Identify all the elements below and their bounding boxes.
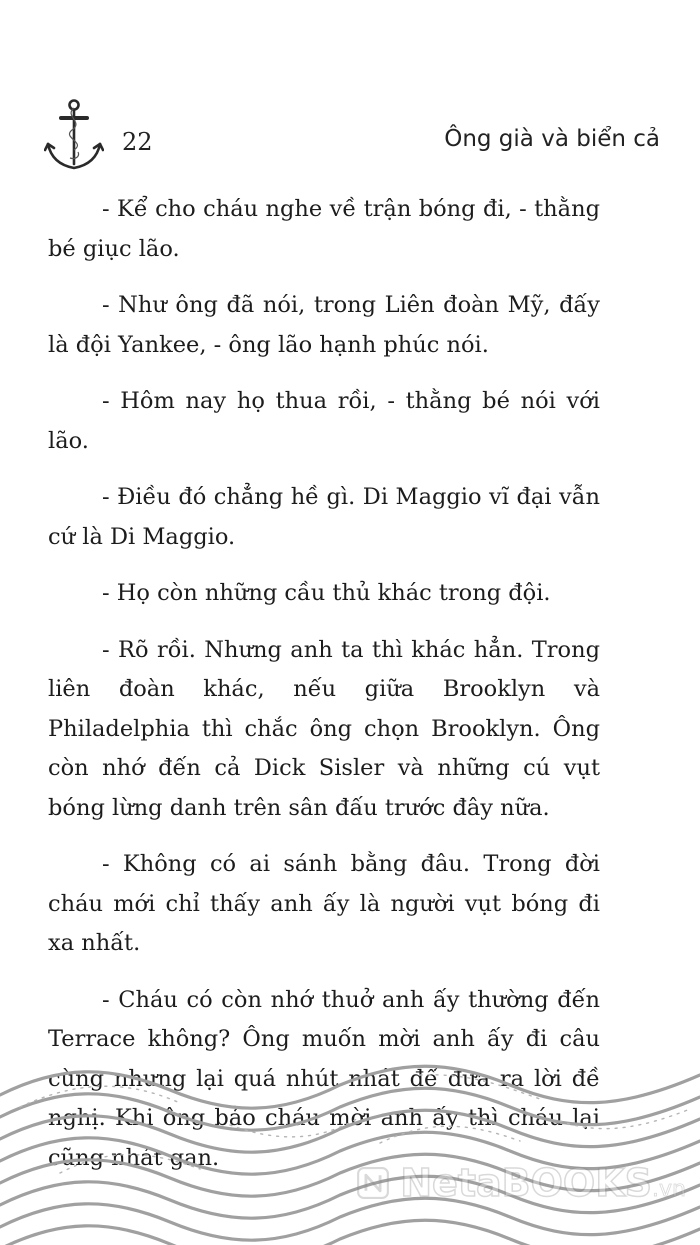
page-header bbox=[40, 98, 660, 178]
paragraph: - Như ông đã nói, trong Liên đoàn Mỹ, đấy là đội Yankee, - ông lão hạnh phúc nói. bbox=[48, 292, 600, 358]
netabooks-logo-icon bbox=[356, 1158, 394, 1208]
paragraph: - Họ còn những cầu thủ khác trong đội. bbox=[102, 580, 551, 606]
paragraph: - Không có ai sánh bằng đâu. Trong đời cháu mới chỉ thấy anh ấy là người vụt bóng đi xa nhất. bbox=[48, 851, 600, 956]
paragraph: - Rõ rồi. Nhưng anh ta thì khác hẳn. Trong liên đoàn khác, nếu giữa Brooklyn và Philadelphia thì chắc ông chọn Brooklyn. Ông còn nhớ đến cả Dick Sisler và những cú vụt bóng lừng danh trên sân đấu trước đây nữa. bbox=[48, 636, 600, 821]
paragraph: - Hôm nay họ thua rồi, - thằng bé nói với lão. bbox=[48, 388, 600, 454]
watermark-suffix: .vn bbox=[652, 1177, 686, 1202]
watermark-main: NetaBOOKS bbox=[400, 1161, 653, 1205]
watermark-text bbox=[400, 1161, 686, 1205]
waves-icon bbox=[0, 1055, 700, 1245]
paragraph: - Cháu có còn nhớ thuở anh ấy thường đến Terrace không? Ông muốn mời anh ấy đi câu cùng nhưng lại quá nhút nhát để đưa ra lời đề nghị. Khi ông bảo cháu mời anh ấy thì cháu lại cũng nhát gan. bbox=[48, 986, 600, 1171]
paragraph: - Điều đó chẳng hề gì. Di Maggio vĩ đại vẫn cứ là Di Maggio. bbox=[48, 484, 600, 550]
body-text bbox=[48, 190, 600, 1195]
paragraph: - Kể cho cháu nghe về trận bóng đi, - thằng bé giục lão. bbox=[48, 196, 600, 262]
page-number: 22 bbox=[122, 128, 153, 156]
watermark bbox=[356, 1153, 686, 1213]
running-title: Ông già và biển cả bbox=[444, 126, 660, 152]
anchor-icon bbox=[44, 98, 104, 174]
